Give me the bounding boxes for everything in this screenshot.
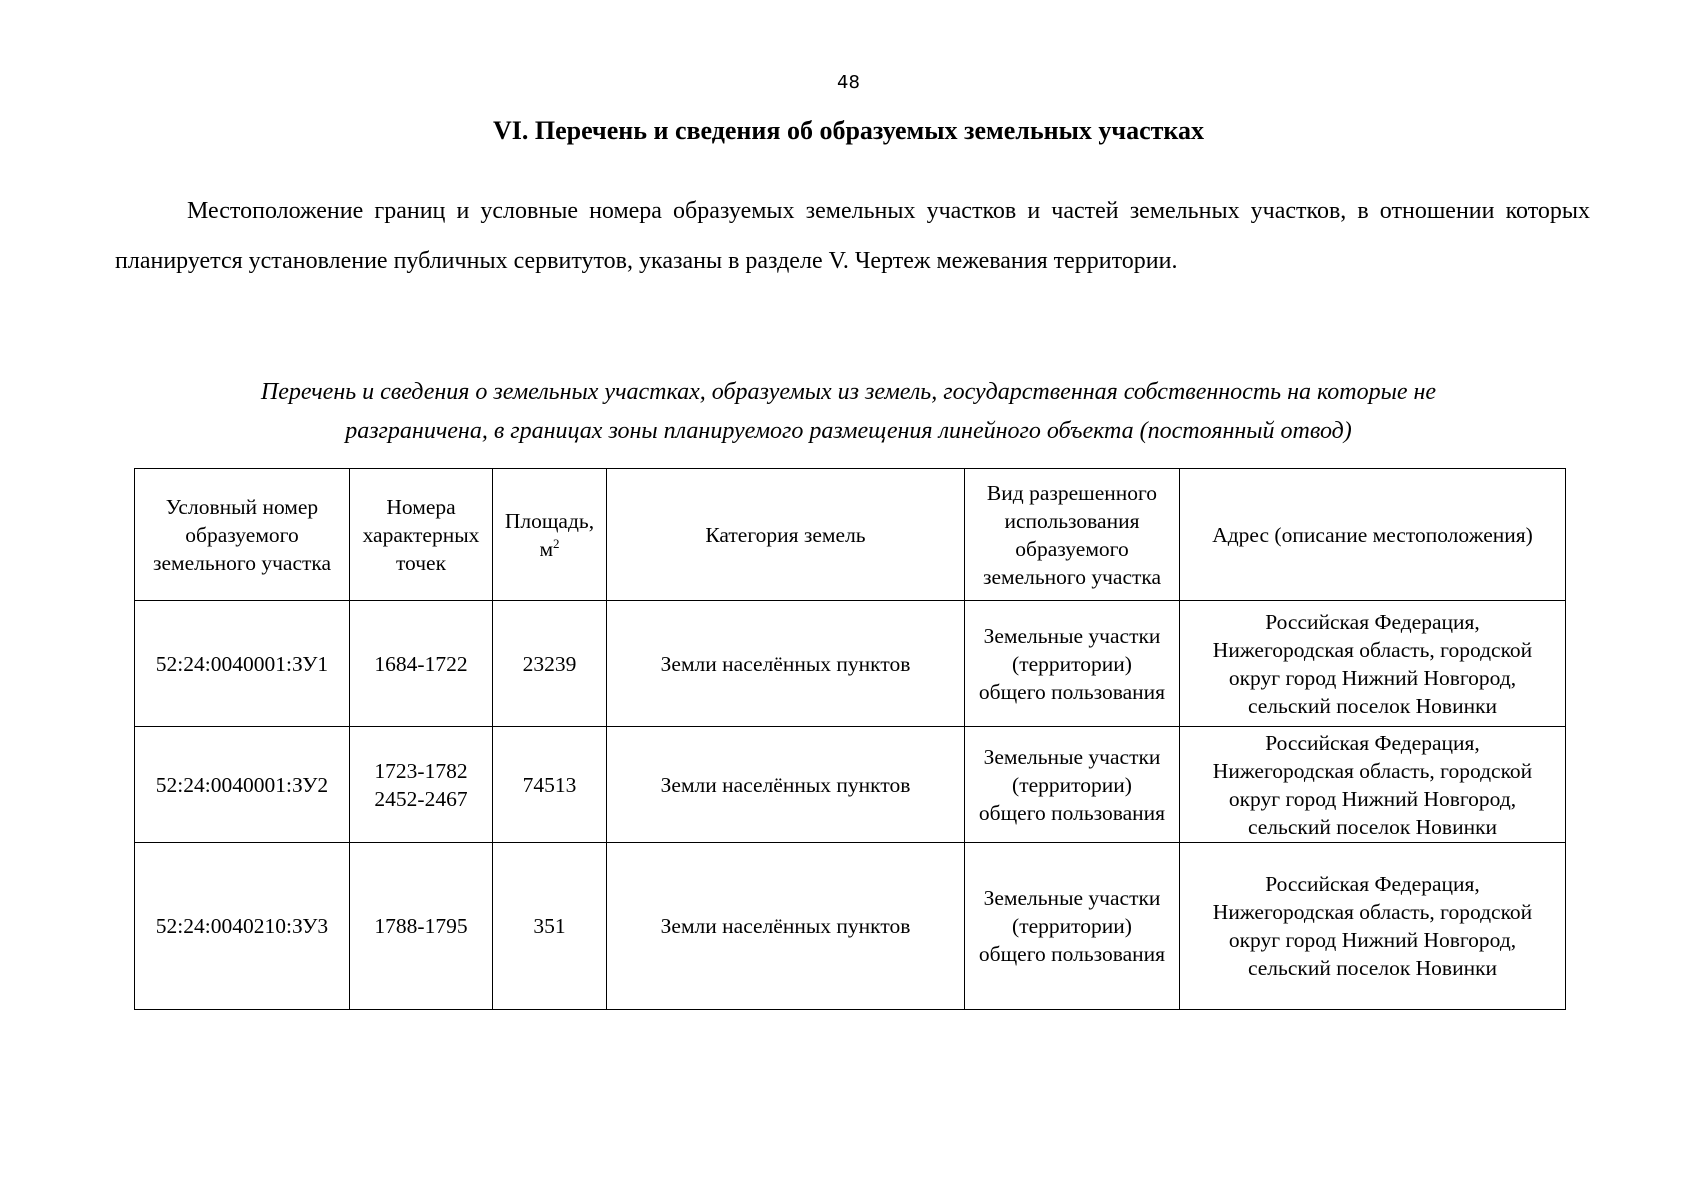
table-caption-line: Перечень и сведения о земельных участках, образуемых из земель, государственная собственность на которые не [260, 379, 1437, 405]
cell-point-numbers: 1723-1782 2452-2467 [350, 727, 493, 843]
cell-area: 351 [493, 843, 607, 1010]
header-permitted-use: Вид разрешенного использования образуемого земельного участка [965, 469, 1180, 601]
intro-paragraph: Местоположение границ и условные номера образуемых земельных участков и частей земельных участков, в отношении которых планируется установление публичных сервитутов, указаны в разделе V. Чертеж межевания территории. [115, 198, 1590, 274]
header-land-category: Категория земель [607, 469, 965, 601]
cell-plot-number: 52:24:0040210:ЗУ3 [135, 843, 350, 1010]
page-number: 48 [837, 72, 860, 93]
cell-point-numbers: 1684-1722 [350, 601, 493, 727]
cell-area: 74513 [493, 727, 607, 843]
header-plot-number: Условный номер образуемого земельного участка [135, 469, 350, 601]
cell-land-category: Земли населённых пунктов [607, 601, 965, 727]
table-row [135, 601, 1566, 727]
cell-plot-number: 52:24:0040001:ЗУ2 [135, 727, 350, 843]
cell-address: Российская Федерация, Нижегородская область, городской округ город Нижний Новгород, сельский поселок Новинки [1180, 843, 1566, 1010]
header-area: Площадь, $м^2$ [493, 469, 607, 601]
table-row [135, 843, 1566, 1010]
land-plots-table [134, 468, 1566, 1010]
area-unit-superscript: 2 [553, 535, 560, 551]
table-header-row [135, 469, 1566, 601]
cell-land-category: Земли населённых пунктов [607, 843, 965, 1010]
cell-permitted-use: Земельные участки (территории) общего пользования [965, 601, 1180, 727]
cell-plot-number: 52:24:0040001:ЗУ1 [135, 601, 350, 727]
cell-area: 23239 [493, 601, 607, 727]
cell-permitted-use: Земельные участки (территории) общего пользования [965, 843, 1180, 1010]
table-caption-line: разграничена, в границах зоны планируемого размещения линейного объекта (постоянный отвод) [345, 418, 1352, 444]
table-row [135, 727, 1566, 843]
cell-permitted-use: Земельные участки (территории) общего пользования [965, 727, 1180, 843]
cell-address: Российская Федерация, Нижегородская область, городской округ город Нижний Новгород, сельский поселок Новинки [1180, 601, 1566, 727]
cell-land-category: Земли населённых пунктов [607, 727, 965, 843]
cell-address: Российская Федерация, Нижегородская область, городской округ город Нижний Новгород, сельский поселок Новинки [1180, 727, 1566, 843]
section-title: VI. Перечень и сведения об образуемых земельных участках [493, 116, 1204, 145]
table-caption [130, 373, 1567, 451]
cell-point-numbers: 1788-1795 [350, 843, 493, 1010]
header-point-numbers: Номера характерных точек [350, 469, 493, 601]
header-address: Адрес (описание местоположения) [1180, 469, 1566, 601]
